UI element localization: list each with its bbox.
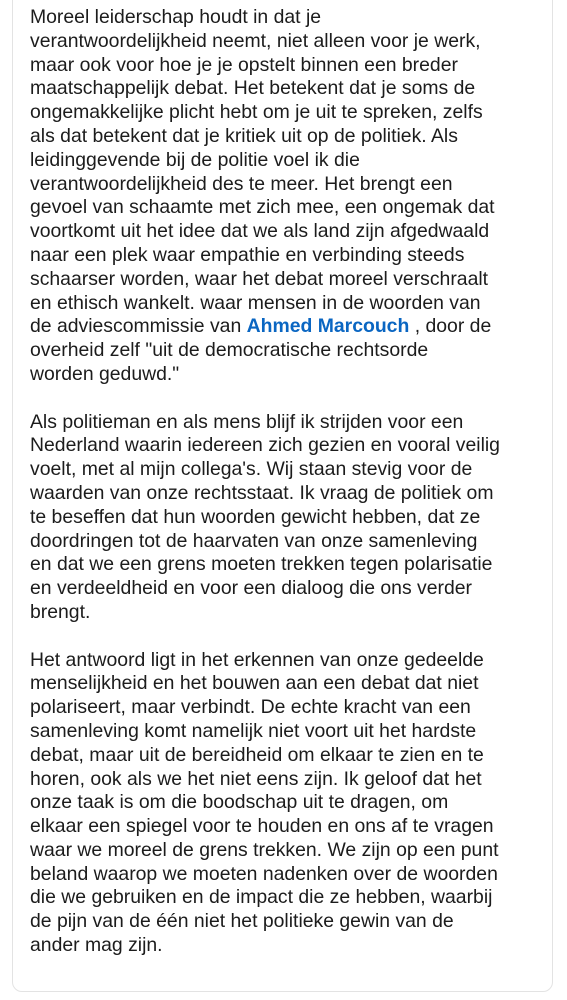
paragraph-3 (30, 649, 550, 958)
text-line: waarden van onze rechtsstaat. Ik vraag de politiek om (30, 481, 494, 504)
paragraph-2 (30, 411, 550, 625)
text-line: verantwoordelijkheid neemt, niet alleen voor je werk, (30, 29, 481, 52)
text-line: samenleving komt namelijk niet voort uit het hardste (30, 719, 477, 742)
text-line: gevoel van schaamte met zich mee, een ongemak dat (30, 196, 495, 219)
mention-line-after: , door de (409, 315, 492, 338)
text-line: maatschappelijk debat. Het betekent dat je soms de (30, 77, 476, 100)
text-line: beland waarop we moeten nadenken over de woorden (30, 862, 498, 885)
text-line: leidinggevende bij de politie voel ik die (30, 148, 360, 171)
text-line: worden geduwd." (30, 362, 180, 385)
text-line: en ethisch wankelt. waar mensen in de woorden van (30, 291, 481, 314)
text-line: waar we moreel de grens trekken. We zijn op een punt (30, 838, 499, 861)
text-line: als dat betekent dat je kritiek uit op de politiek. Als (30, 124, 458, 147)
text-line: te beseffen dat hun woorden gewicht hebben, dat ze (30, 505, 481, 528)
text-line: en dat we een grens moeten trekken tegen polarisatie (30, 553, 493, 576)
mention-line (30, 315, 550, 339)
text-line: voortkomt uit het idee dat we als land zijn afgedwaald (30, 220, 490, 243)
text-line: schaarser worden, waar het debat moreel verschraalt (30, 267, 489, 290)
text-line: onze taak is om die boodschap uit te dragen, om (30, 791, 449, 814)
paragraph-1 (30, 6, 550, 387)
text-line: ander mag zijn. (30, 934, 163, 957)
text-line: Het antwoord ligt in het erkennen van onze gedeelde (30, 648, 484, 671)
text-line: naar een plek waar empathie en verbinding steeds (30, 243, 465, 266)
text-line: voelt, met al mijn collega's. Wij staan stevig voor de (30, 458, 473, 481)
text-line: Moreel leiderschap houdt in dat je (30, 6, 322, 28)
text-line: die we gebruiken en de impact die ze hebben, waarbij (30, 886, 493, 909)
text-line: maar ook voor hoe je je opstelt binnen een breder (30, 53, 458, 76)
post-body (30, 6, 550, 982)
text-line: doordringen tot de haarvaten van onze samenleving (30, 529, 478, 552)
mention-line-before: de adviescommissie van (30, 315, 247, 338)
text-line: overheid zelf "uit de democratische rechtsorde (30, 339, 429, 362)
text-line: de pijn van de één niet het politieke gewin van de (30, 910, 454, 933)
text-line: ongemakkelijke plicht hebt om je uit te spreken, zelfs (30, 101, 483, 124)
text-line: polariseert, maar verbindt. De echte kracht van een (30, 696, 471, 719)
text-line: menselijkheid en het bouwen aan een debat dat niet (30, 672, 479, 695)
mention-link-ahmed-marcouch[interactable]: Ahmed Marcouch (246, 315, 410, 338)
text-line: Als politieman en als mens blijf ik strijden voor een (30, 410, 464, 433)
text-line: elkaar een spiegel voor te houden en ons af te vragen (30, 815, 494, 838)
text-line: Nederland waarin iedereen zich gezien en vooral veilig (30, 434, 500, 457)
text-line: verantwoordelijkheid des te meer. Het brengt een (30, 172, 453, 195)
text-line: debat, maar uit de bereidheid om elkaar te zien en te (30, 743, 484, 766)
text-line: en verdeeldheid en voor een dialoog die ons verder (30, 577, 472, 600)
text-line: brengt. (30, 600, 91, 623)
text-line: horen, ook als we het niet eens zijn. Ik geloof dat het (30, 767, 482, 790)
